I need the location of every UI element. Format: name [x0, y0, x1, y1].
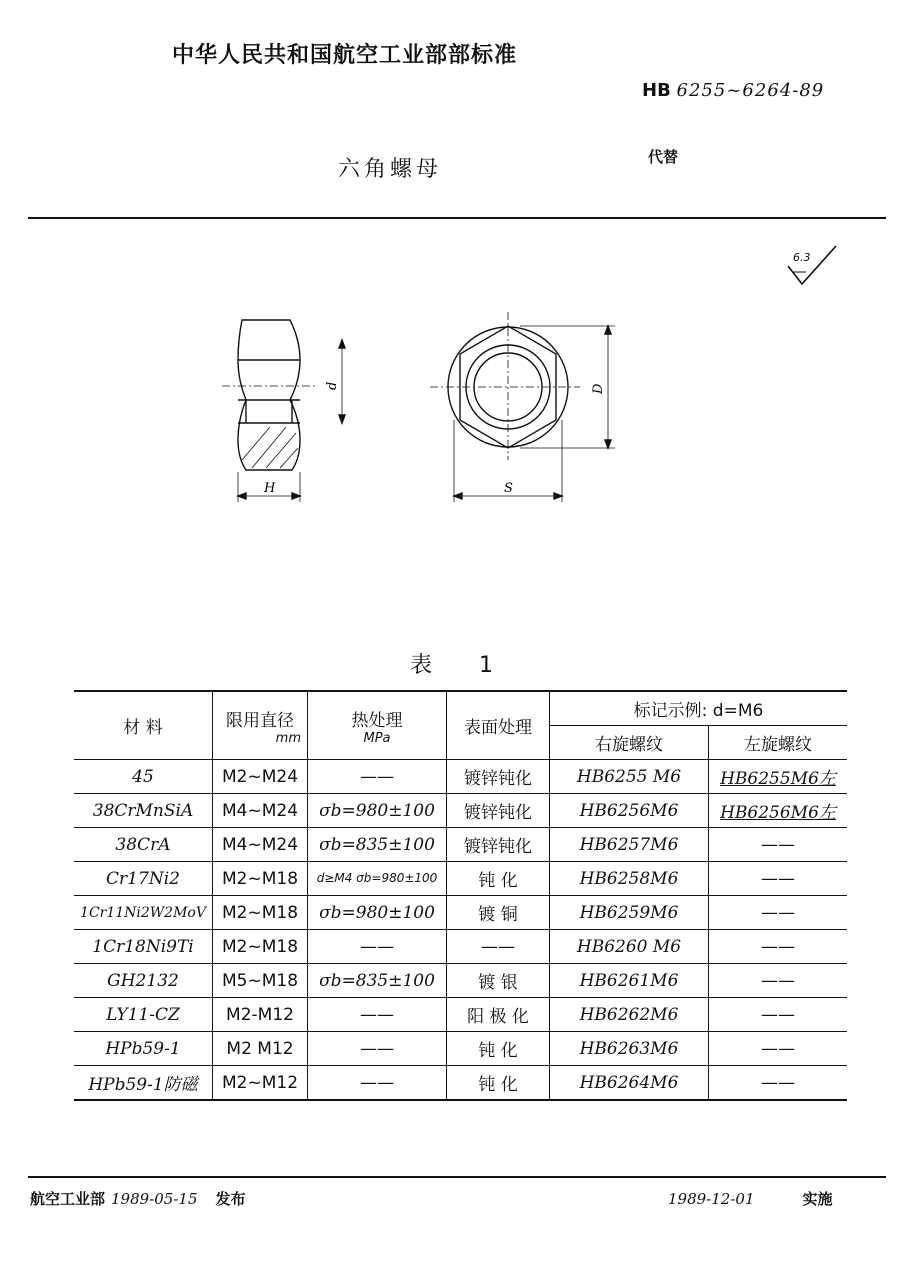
effective-date: 1989-12-01 [668, 1190, 755, 1208]
cell-right: HB6262M6 [550, 998, 709, 1032]
cell-diameter: M4~M24 [213, 794, 308, 828]
cell-diameter: M5~M18 [213, 964, 308, 998]
cell-left: —— [709, 930, 848, 964]
cell-surface: 镀锌钝化 [447, 760, 550, 794]
col-heat-label: 热处理 [351, 710, 403, 731]
dim-h-label: H [264, 481, 276, 496]
cell-diameter: M2~M18 [213, 896, 308, 930]
footer-effective [668, 1188, 833, 1209]
cell-surface: 钝 化 [447, 1066, 550, 1101]
cell-material: LY11-CZ [74, 998, 213, 1032]
cell-material: HPb59-1防磁 [74, 1066, 213, 1101]
cell-material: Cr17Ni2 [74, 862, 213, 896]
cell-right: HB6256M6 [550, 794, 709, 828]
col-diameter [213, 691, 308, 760]
cell-material: GH2132 [74, 964, 213, 998]
cell-heat: —— [308, 1032, 447, 1066]
code-prefix: HB [642, 80, 671, 101]
cell-material: 1Cr18Ni9Ti [74, 930, 213, 964]
cell-material: 38CrMnSiA [74, 794, 213, 828]
dim-big-d-label: D [591, 383, 606, 394]
footer-issue [30, 1188, 246, 1209]
cell-surface: 阳 极 化 [447, 998, 550, 1032]
cell-material: 1Cr11Ni2W2MoV [74, 896, 213, 930]
col-marking: 标记示例: d=M6 [550, 691, 848, 726]
col-heat [308, 691, 447, 760]
cell-heat: —— [308, 760, 447, 794]
code-number: 6255~6264-89 [676, 80, 825, 101]
cell-left: HB6256M6左 [709, 794, 848, 828]
replaces-label: 代替 [648, 148, 679, 166]
cell-right: HB6263M6 [550, 1032, 709, 1066]
cell-surface: 镀 铜 [447, 896, 550, 930]
issue-date: 1989-05-15 [111, 1190, 198, 1208]
cell-heat: σb=835±100 [308, 964, 447, 998]
cell-right: HB6261M6 [550, 964, 709, 998]
col-diameter-unit: mm [275, 730, 301, 746]
cell-material: 45 [74, 760, 213, 794]
table-row [74, 760, 847, 794]
table-row [74, 1066, 847, 1101]
cell-diameter: M2~M12 [213, 1066, 308, 1101]
cell-heat: d≥M4 σb=980±100 [308, 862, 447, 896]
col-left-thread: 左旋螺纹 [709, 726, 848, 760]
cell-heat: —— [308, 998, 447, 1032]
header-rule [28, 217, 886, 219]
cell-heat: —— [308, 1066, 447, 1101]
effective-label: 实施 [802, 1190, 833, 1208]
cell-surface: 钝 化 [447, 1032, 550, 1066]
cell-heat: —— [308, 930, 447, 964]
cell-left: —— [709, 1032, 848, 1066]
cell-surface: 镀锌钝化 [447, 794, 550, 828]
hex-nut-drawing [220, 310, 640, 520]
table-row [74, 998, 847, 1032]
cell-surface: 镀锌钝化 [447, 828, 550, 862]
cell-surface: 钝 化 [447, 862, 550, 896]
cell-left: —— [709, 1066, 848, 1101]
cell-left: —— [709, 998, 848, 1032]
cell-left: —— [709, 896, 848, 930]
dim-d-label: d [325, 381, 340, 390]
cell-diameter: M4~M24 [213, 828, 308, 862]
issue-label: 发布 [215, 1190, 246, 1208]
cell-diameter: M2~M18 [213, 862, 308, 896]
cell-diameter: M2-M12 [213, 998, 308, 1032]
table-row [74, 930, 847, 964]
cell-surface: —— [447, 930, 550, 964]
cell-heat: σb=835±100 [308, 828, 447, 862]
cell-diameter: M2~M24 [213, 760, 308, 794]
cell-material: 38CrA [74, 828, 213, 862]
cell-right: HB6255 M6 [550, 760, 709, 794]
standard-code [642, 80, 824, 101]
col-heat-unit: MPa [363, 730, 391, 746]
table-row [74, 1032, 847, 1066]
col-surface: 表面处理 [447, 691, 550, 760]
cell-material: HPb59-1 [74, 1032, 213, 1066]
footer-rule [28, 1176, 886, 1178]
col-material: 材 料 [74, 691, 213, 760]
cell-surface: 镀 银 [447, 964, 550, 998]
col-right-thread: 右旋螺纹 [550, 726, 709, 760]
issuer: 航空工业部 [30, 1190, 106, 1208]
table-row [74, 964, 847, 998]
cell-right: HB6257M6 [550, 828, 709, 862]
table-row [74, 794, 847, 828]
document-title: 六角螺母 [338, 157, 443, 182]
table-row [74, 828, 847, 862]
cell-left: —— [709, 964, 848, 998]
organization-title: 中华人民共和国航空工业部部标准 [172, 43, 518, 68]
cell-diameter: M2 M12 [213, 1032, 308, 1066]
cell-diameter: M2~M18 [213, 930, 308, 964]
col-diameter-label: 限用直径 [226, 710, 294, 731]
cell-heat: σb=980±100 [308, 896, 447, 930]
cell-left: —— [709, 828, 848, 862]
cell-right: HB6259M6 [550, 896, 709, 930]
cell-left: HB6255M6左 [709, 760, 848, 794]
table-caption: 表 1 [410, 653, 513, 678]
dim-s-label: S [504, 481, 513, 496]
cell-right: HB6258M6 [550, 862, 709, 896]
cell-right: HB6264M6 [550, 1066, 709, 1101]
cell-right: HB6260 M6 [550, 930, 709, 964]
table-row [74, 862, 847, 896]
cell-heat: σb=980±100 [308, 794, 447, 828]
roughness-value: 6.3 [793, 251, 811, 264]
material-table [74, 690, 847, 1101]
cell-left: —— [709, 862, 848, 896]
table-row [74, 896, 847, 930]
